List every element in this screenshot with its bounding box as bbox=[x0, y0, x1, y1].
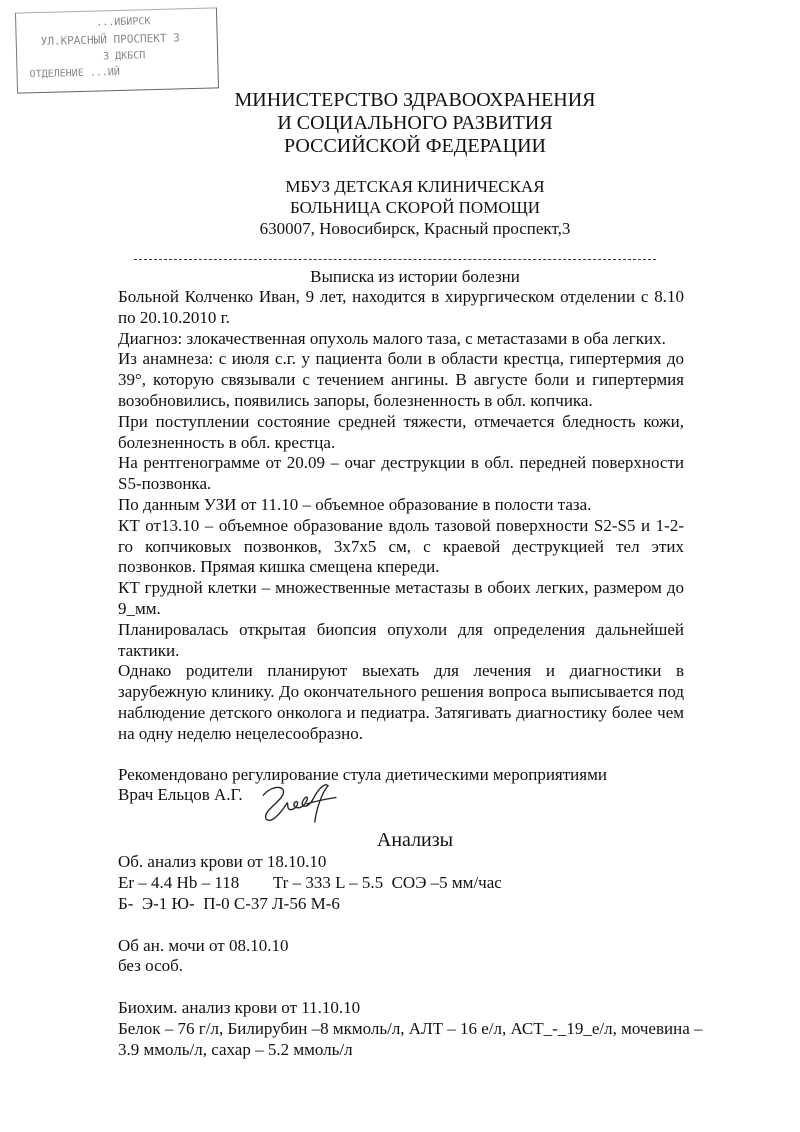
paragraph: КТ от13.10 – объемное образование вдоль тазовой поверхности S2-S5 и 1-2-го копчиковых позвонков, 3х7х5 см, с краевой деструкцией тел этих позвонков. Прямая кишка смещена кпереди. bbox=[118, 515, 684, 577]
doctor-line bbox=[118, 785, 684, 825]
blood-formula: Б- Э-1 Ю- П-0 С-37 Л-56 М-6 bbox=[118, 893, 340, 913]
ministry-line: МИНИСТЕРСТВО ЗДРАВООХРАНЕНИЯ bbox=[234, 89, 596, 111]
hospital-header bbox=[0, 176, 800, 239]
paragraph: Из анамнеза: с июля с.г. у пациента боли в области крестца, гипертермия до 39°, которую связывали с течением ангины. В августе боли и гипертермия возобновились, появились запоры, болезненность в обл. копчика. bbox=[118, 349, 684, 410]
hospital-line: БОЛЬНИЦА СКОРОЙ ПОМОЩИ bbox=[289, 198, 541, 217]
blood-test-values: Er – 4.4 Hb – 118 Tr – 333 L – 5.5 СОЭ –5 мм/час bbox=[118, 873, 502, 893]
urine-test-title: Об ан. мочи от 08.10.10 bbox=[118, 935, 289, 955]
paragraph: При поступлении состояние средней тяжести, отмечается бледность кожи, болезненность в обл. крестца. bbox=[118, 411, 684, 452]
recommendation: Рекомендовано регулирование стула диетическими мероприятиями bbox=[118, 764, 607, 784]
stamp-line: УЛ.КРАСНЫЙ ПРОСПЕКТ 3 bbox=[40, 31, 180, 48]
blood-test-title: Об. анализ крови от 18.10.10 bbox=[118, 852, 327, 872]
doctor-name: Врач Ельцов А.Г. bbox=[118, 785, 243, 805]
analyses-title: Анализы bbox=[376, 829, 454, 852]
ministry-header bbox=[0, 89, 800, 158]
hospital-address: 630007, Новосибирск, Красный проспект,3 bbox=[259, 219, 571, 238]
signature-block bbox=[118, 765, 684, 826]
paragraph: Однако родители планируют выехать для лечения и диагностики в зарубежную клинику. До окончательного решения вопроса выписывается под наблюдение детского онколога и педиатра. Затягивать диагностику более чем на одну неделю нецелесообразно. bbox=[118, 661, 684, 743]
handwritten-signature bbox=[253, 779, 343, 825]
divider bbox=[134, 259, 656, 260]
stamp bbox=[15, 7, 219, 93]
paragraph: КТ грудной клетки – множественные метастазы в обоих легких, размером до 9_мм. bbox=[118, 578, 684, 618]
document-flow bbox=[0, 89, 800, 1060]
biochem-values: Белок – 76 г/л, Билирубин –8 мкмоль/л, АЛТ – 16 е/л, АСТ_-_19_е/л, мочевина – bbox=[118, 1018, 703, 1038]
document-body bbox=[118, 287, 684, 745]
biochem-values: 3.9 ммоль/л, сахар – 5.2 ммоль/л bbox=[118, 1039, 353, 1059]
paragraph: Больной Колченко Иван, 9 лет, находится в хирургическом отделении с 8.10 по 20.10.2010 г. bbox=[118, 287, 684, 327]
paragraph: На рентгенограмме от 20.09 – очаг деструкции в обл. передней поверхности S5-позвонка. bbox=[118, 453, 684, 494]
biochem-title: Биохим. анализ крови от 11.10.10 bbox=[118, 997, 361, 1017]
paragraph: Планировалась открытая биопсия опухоли для определения дальнейшей тактики. bbox=[118, 619, 684, 660]
paragraph: По данным УЗИ от 11.10 – объемное образование в полости таза. bbox=[118, 494, 592, 514]
ministry-line: РОССИЙСКОЙ ФЕДЕРАЦИИ bbox=[284, 135, 546, 157]
urine-test-result: без особ. bbox=[118, 956, 184, 976]
stamp-line: ОТДЕЛЕНИЕ ...ИЙ bbox=[29, 66, 121, 81]
stamp-line: ...ИБИРСК bbox=[96, 16, 151, 29]
ministry-line: И СОЦИАЛЬНОГО РАЗВИТИЯ bbox=[277, 112, 553, 134]
stamp-line: 3 ДКБСП bbox=[103, 50, 146, 63]
paragraph: Диагноз: злокачественная опухоль малого таза, с метастазами в оба легких. bbox=[118, 328, 666, 348]
hospital-line: МБУЗ ДЕТСКАЯ КЛИНИЧЕСКАЯ bbox=[285, 177, 545, 196]
analyses-section bbox=[118, 852, 703, 1060]
document-title: Выписка из истории болезни bbox=[310, 267, 520, 286]
